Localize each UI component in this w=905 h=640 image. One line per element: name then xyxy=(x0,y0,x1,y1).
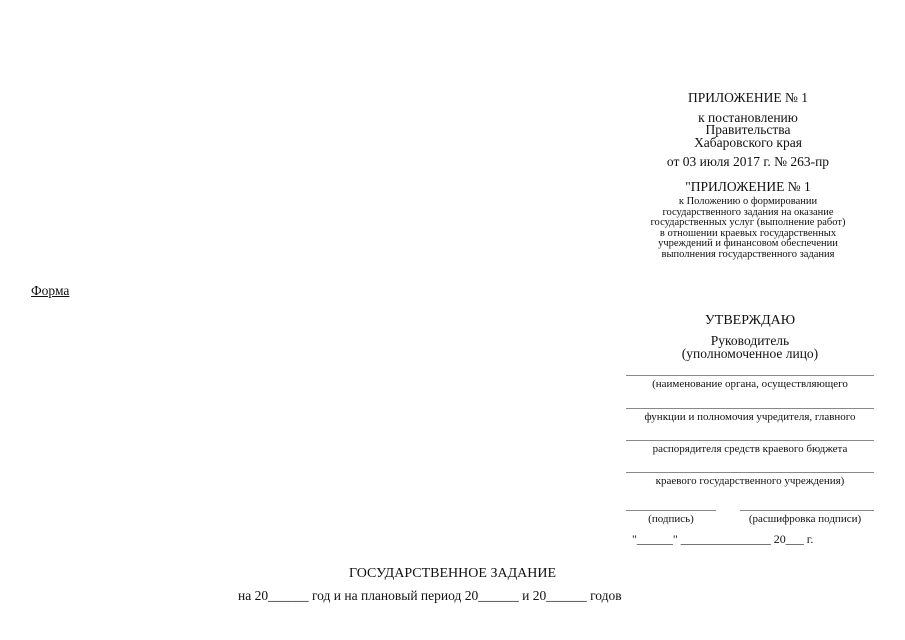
regulation-line: учреждений и финансовом обеспечении xyxy=(658,238,838,249)
approval-role: Руководитель xyxy=(710,333,790,348)
appendix-region-line: Хабаровского края xyxy=(694,135,802,150)
org-caption: функции и полномочия учредителя, главного xyxy=(644,411,856,423)
appendix-decree-line: к постановлению xyxy=(698,110,798,125)
org-caption: краевого государственного учреждения) xyxy=(655,475,845,487)
org-name-line xyxy=(626,472,874,473)
org-name-line xyxy=(626,440,874,441)
appendix-date-line: от 03 июля 2017 г. № 263-пр xyxy=(666,154,830,169)
regulation-line: к Положению о формировании xyxy=(678,196,818,207)
signature-decoding-line xyxy=(740,510,874,511)
regulation-line: выполнения государственного задания xyxy=(661,248,835,260)
org-name-line xyxy=(626,375,874,376)
signature-decoding-caption: (расшифровка подписи) xyxy=(748,513,862,525)
regulation-appendix-text xyxy=(612,197,884,260)
regulation-appendix-title: "ПРИЛОЖЕНИЕ № 1 xyxy=(685,179,811,194)
signature-line xyxy=(626,510,716,511)
signature-caption: (подпись) xyxy=(648,513,694,525)
org-name-line xyxy=(626,408,874,409)
regulation-line: государственного задания на оказание xyxy=(662,206,834,218)
form-label: Форма xyxy=(31,283,70,298)
org-caption: распорядителя средств краевого бюджета xyxy=(652,443,848,455)
appendix-government-line: Правительства xyxy=(705,122,791,137)
appendix-title: ПРИЛОЖЕНИЕ № 1 xyxy=(687,90,809,105)
regulation-line: государственных услуг (выполнение работ) xyxy=(650,217,846,228)
approval-date: "______" _______________ 20___ г. xyxy=(632,532,814,546)
document-period: на 20______ год и на плановый период 20______ и 20______ годов xyxy=(238,588,622,603)
approval-heading: УТВЕРЖДАЮ xyxy=(704,313,796,328)
org-caption: (наименование органа, осуществляющего xyxy=(652,378,848,390)
regulation-line: в отношении краевых государственных xyxy=(659,227,837,239)
document-title: ГОСУДАРСТВЕННОЕ ЗАДАНИЕ xyxy=(348,566,556,581)
approval-role-note: (уполномоченное лицо) xyxy=(681,346,819,361)
